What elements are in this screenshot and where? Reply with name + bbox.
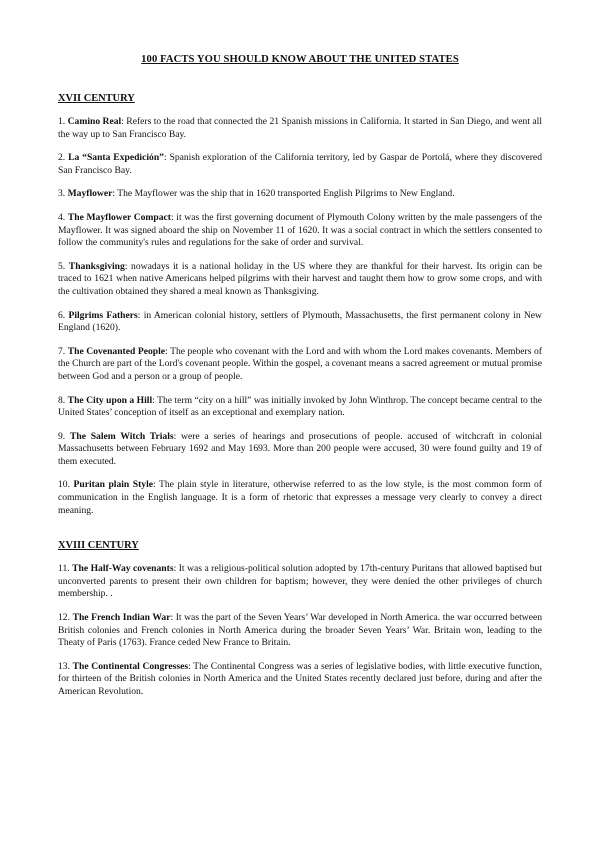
fact-term: The Mayflower Compact — [67, 211, 171, 223]
fact-term: The Continental Congresses — [72, 660, 189, 672]
fact-item — [58, 152, 542, 177]
fact-number: 8. — [58, 394, 66, 406]
fact-text: : Refers to the road that connected the 21 Spanish missions in California. It started in San Diego, and went all the way up to San Francisco Bay. — [58, 116, 543, 140]
fact-term: Pilgrims Fathers — [68, 309, 138, 321]
fact-item — [58, 261, 542, 299]
fact-item — [58, 395, 542, 420]
fact-number: 5. — [58, 260, 66, 272]
fact-text: : were a series of hearings and prosecutions of people. accused of witchcraft in colonial Massachusetts between February 1692 and May 1693. More than 200 people were accused, 30 were found guilty and 19 of them executed. — [58, 430, 542, 467]
fact-number: 1. — [58, 116, 66, 127]
fact-term: The City upon a Hill — [67, 394, 153, 406]
fact-item — [58, 431, 542, 469]
fact-term: The French Indian War — [72, 612, 171, 624]
fact-text: : The term “city on a hill” was initially invoked by John Winthrop. The concept became central to the United States’ conception of itself as an exceptional and exemplary nation. — [58, 394, 543, 419]
fact-text: : nowadays it is a national holiday in the US where they are thankful for their harvest. Its origin can be traced to 1621 when native Americans helped pilgrims with their harvest and taught them how to grow some crops, and with the cultivation obtained they shared a meal known as Thanksgiving. — [58, 260, 543, 297]
fact-text: : The Mayflower was the ship that in 1620 transported English Pilgrims to New England. — [112, 188, 455, 200]
section-xviii — [58, 540, 542, 698]
fact-number: 12. — [58, 612, 70, 624]
fact-term: Camino Real — [67, 116, 122, 127]
fact-text: : It was the part of the Seven Years’ War developed in North America. the war occurred between British colonies and French colonies in North America during the broader Seven Years’ War. Britain won, leading to the Theaty of Paris (1763). France ceded New France to Britain. — [58, 612, 543, 649]
fact-item — [58, 116, 542, 141]
fact-number: 7. — [58, 345, 66, 357]
fact-number: 11. — [58, 563, 70, 575]
fact-number: 3. — [58, 188, 66, 200]
fact-term: Puritan plain Style — [73, 479, 154, 491]
fact-text: : The Continental Congress was a series of legislative bodies, with little executive function, for thirteen of the British colonies in North America and the United States recently declared just before, during and after the American Revolution. — [58, 660, 542, 697]
fact-term: La “Santa Expedición” — [68, 152, 164, 164]
section-heading: XVII CENTURY — [58, 93, 135, 104]
section-xvii — [58, 93, 542, 517]
fact-number: 10. — [58, 479, 70, 491]
fact-text: : The plain style in literature, otherwise referred to as the low style, is the most common form of communication in the English language. It is a form of rhetoric that expresses a message very clearly to convey a direct meaning. — [58, 479, 543, 516]
fact-item — [58, 188, 542, 201]
fact-number: 2. — [58, 152, 66, 164]
fact-number: 6. — [58, 309, 66, 321]
fact-term: Thanksgiving — [68, 260, 125, 272]
fact-item — [58, 661, 542, 699]
section-spacer — [58, 528, 542, 540]
fact-item — [58, 612, 542, 650]
fact-item — [58, 212, 542, 250]
fact-item — [58, 563, 542, 601]
section-heading: XVIII CENTURY — [58, 540, 139, 552]
fact-text: : it was the first governing document of Plymouth Colony written by the male passengers of the Mayflower. It was signed aboard the ship on November 11 of 1620. It was a social contract in which the settlers consented to follow the community's rules and regulations for the sake of order and survival. — [58, 211, 542, 249]
fact-text: : in American colonial history, settlers of Plymouth, Massachusetts, the first permanent colony in New England (1620). — [58, 309, 542, 334]
fact-term: The Covenanted People — [67, 345, 166, 357]
fact-number: 13. — [58, 660, 70, 672]
fact-term: The Salem Witch Trials — [69, 430, 174, 442]
fact-text: : The people who covenant with the Lord and with whom the Lord makes covenants. Members of the Church are part of the Lord's covenant people. Within the gospel, a covenant means a sacred agreement or mutual promise between God and a person or a group of people. — [58, 345, 542, 382]
document-title: 100 FACTS YOU SHOULD KNOW ABOUT THE UNITED STATES — [141, 54, 459, 65]
fact-text: : It was a religious-political solution adopted by 17th-century Puritans that allowed baptised but unconverted parents to present their own children for baptism; however, they were denied the other privileges of church membership. . — [58, 563, 542, 600]
fact-term: The Half-Way covenants — [72, 563, 174, 575]
fact-text: : Spanish exploration of the California territory, led by Gaspar de Portolá, where they discovered San Francisco Bay. — [58, 152, 542, 176]
fact-item — [58, 479, 542, 517]
fact-number: 9. — [58, 430, 66, 442]
fact-item — [58, 346, 542, 384]
fact-item — [58, 310, 542, 335]
fact-number: 4. — [58, 211, 66, 223]
fact-term: Mayflower — [67, 188, 113, 200]
